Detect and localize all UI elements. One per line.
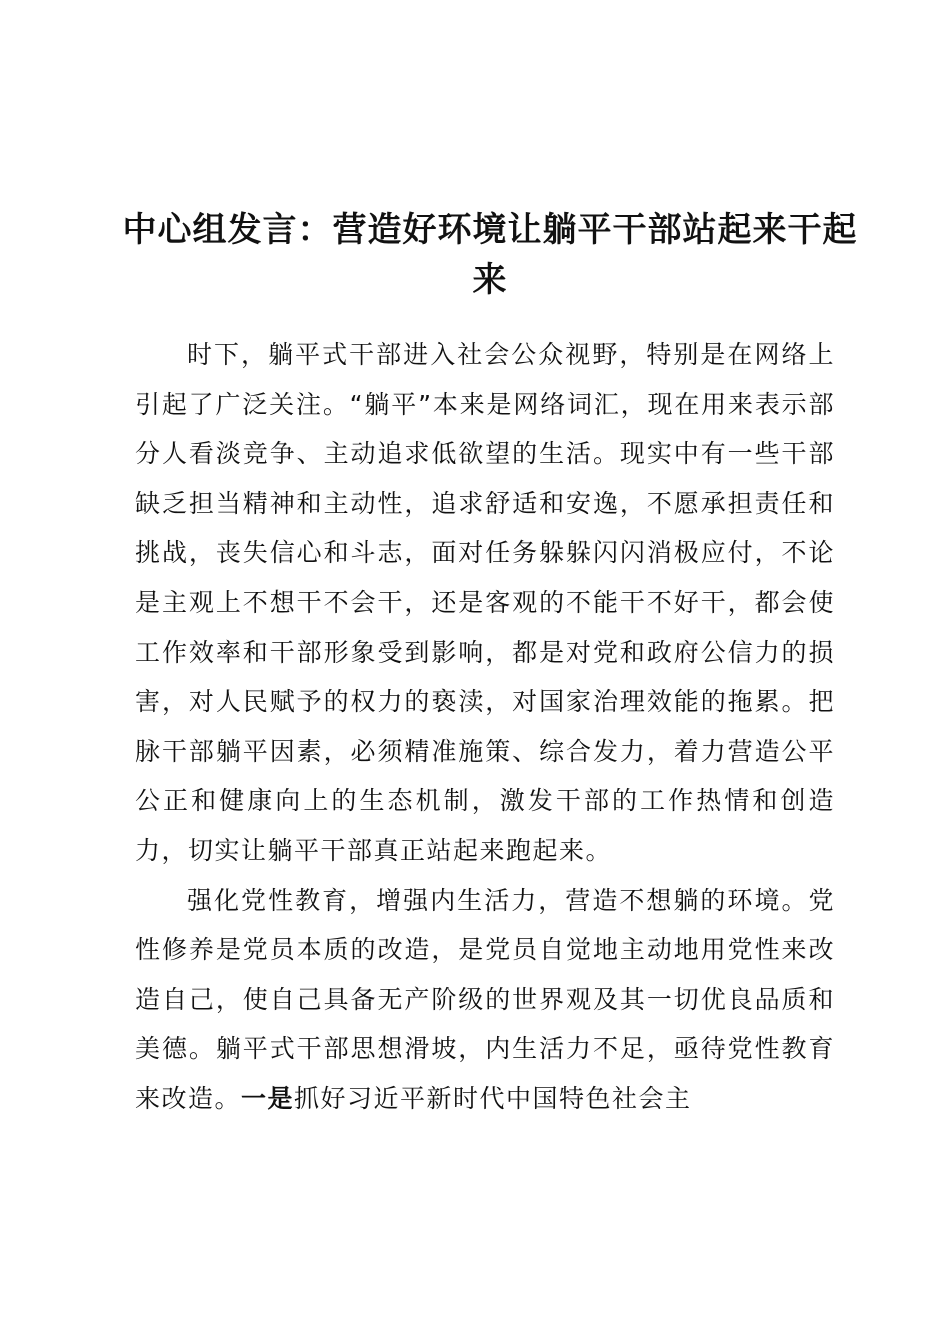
paragraph-2-text: 强化党性教育，增强内生活力，营造不想躺的环境。党性修养是党员本质的改造，是党员自觉地主动地用党性来改造自己，使自己具备无产阶级的世界观及其一切优良品质和美德。躺平式干部思想滑坡，内生活力不足，亟待党性教育来改造。 [135, 885, 835, 1113]
document-title: 中心组发言：营造好环境让躺平干部站起来干起来 [122, 210, 858, 300]
paragraph-1: 时下，躺平式干部进入社会公众视野，特别是在网络上引起了广泛关注。“躺平”本来是网络词汇，现在用来表示部分人看淡竞争、主动追求低欲望的生活。现实中有一些干部缺乏担当精神和主动性，追求舒适和安逸，不愿承担责任和挑战，丧失信心和斗志，面对任务躲躲闪闪消极应付，不论是主观上不想干不会干，还是客观的不能干不好干，都会使工作效率和干部形象受到影响，都是对党和政府公信力的损害，对人民赋予的权力的亵渎，对国家治理效能的拖累。把脉干部躺平因素，必须精准施策、综合发力，着力营造公平公正和健康向上的生态机制，激发干部的工作热情和创造力，切实让躺平干部真正站起来跑起来。 [135, 340, 835, 865]
document-body [135, 330, 835, 1124]
paragraph-2-tail: 抓好习近平新时代中国特色社会主 [294, 1083, 692, 1113]
paragraph-2-bold-lead: 一是 [241, 1083, 295, 1113]
paragraph-2 [135, 876, 835, 1124]
